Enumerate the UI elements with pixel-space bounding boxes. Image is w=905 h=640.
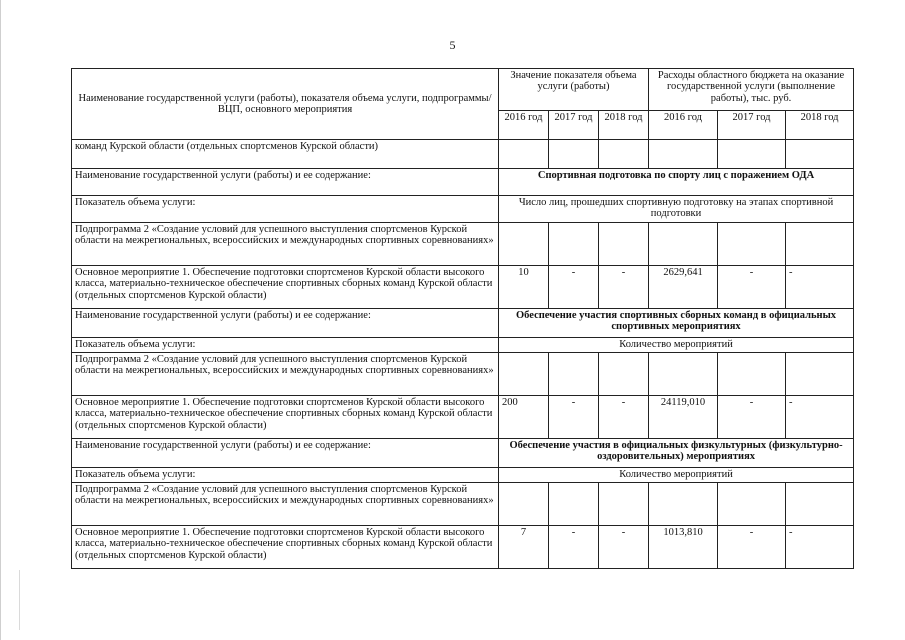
header-year: 2018 год <box>786 110 854 139</box>
header-row-top <box>72 69 854 111</box>
scan-edge <box>0 0 1 640</box>
service-label: Наименование государственной услуги (работы) и ее содержание: <box>72 169 499 196</box>
value-cell: - <box>549 266 599 309</box>
subprogram-row <box>72 223 854 266</box>
value-cell: - <box>549 396 599 439</box>
service-row <box>72 169 854 196</box>
measure-row <box>72 396 854 439</box>
continued-row <box>72 140 854 169</box>
subprogram-row <box>72 483 854 526</box>
service-name: Спортивная подготовка по спорту лиц с поражением ОДА <box>499 169 854 196</box>
indicator-name: Количество мероприятий <box>499 468 854 483</box>
value-cell: - <box>786 266 854 309</box>
value-cell: 1013,810 <box>649 526 718 569</box>
value-cell: 2629,641 <box>649 266 718 309</box>
value-cell: 200 <box>499 396 549 439</box>
subprogram-text: Подпрограмма 2 «Создание условий для успешного выступления спортсменов Курской области на межрегиональных, всероссийских и международных спортивных соревнованиях» <box>72 353 499 396</box>
indicator-label: Показатель объема услуги: <box>72 468 499 483</box>
value-cell: 7 <box>499 526 549 569</box>
indicator-row <box>72 468 854 483</box>
header-year: 2016 год <box>499 110 549 139</box>
measure-text: Основное мероприятие 1. Обеспечение подготовки спортсменов Курской области высокого класса, материально-техническое обеспечение спортивных сборных команд Курской области (отдельных спортсменов Курской области) <box>72 396 499 439</box>
header-expense-group: Расходы областного бюджета на оказание государственной услуги (выполнение работы), тыс. руб. <box>649 69 854 111</box>
report-table <box>71 68 854 569</box>
indicator-label: Показатель объема услуги: <box>72 196 499 223</box>
indicator-row <box>72 196 854 223</box>
subprogram-row <box>72 353 854 396</box>
measure-row <box>72 526 854 569</box>
continued-text: команд Курской области (отдельных спортсменов Курской области) <box>72 140 499 169</box>
indicator-name: Количество мероприятий <box>499 338 854 353</box>
page-number: 5 <box>449 38 456 52</box>
scan-artifact <box>19 570 20 630</box>
measure-row <box>72 266 854 309</box>
header-name-column: Наименование государственной услуги (работы), показателя объема услуги, подпрограммы/ВЦП, основного мероприятия <box>72 69 499 140</box>
measure-text: Основное мероприятие 1. Обеспечение подготовки спортсменов Курской области высокого класса, материально-техническое обеспечение спортивных сборных команд Курской области (отдельных спортсменов Курской области) <box>72 266 499 309</box>
measure-text: Основное мероприятие 1. Обеспечение подготовки спортсменов Курской области высокого класса, материально-техническое обеспечение спортивных сборных команд Курской области (отдельных спортсменов Курской области) <box>72 526 499 569</box>
subprogram-text: Подпрограмма 2 «Создание условий для успешного выступления спортсменов Курской области на межрегиональных, всероссийских и международных спортивных соревнованиях» <box>72 223 499 266</box>
service-label: Наименование государственной услуги (работы) и ее содержание: <box>72 439 499 468</box>
header-year: 2017 год <box>549 110 599 139</box>
service-row <box>72 309 854 338</box>
value-cell: - <box>786 396 854 439</box>
header-year: 2016 год <box>649 110 718 139</box>
header-year: 2018 год <box>599 110 649 139</box>
service-name: Обеспечение участия в официальных физкультурных (физкультурно-оздоровительных) мероприятиях <box>499 439 854 468</box>
service-label: Наименование государственной услуги (работы) и ее содержание: <box>72 309 499 338</box>
value-cell: - <box>599 526 649 569</box>
header-year: 2017 год <box>718 110 786 139</box>
service-name: Обеспечение участия спортивных сборных команд в официальных спортивных мероприятиях <box>499 309 854 338</box>
value-cell: 24119,010 <box>649 396 718 439</box>
value-cell: - <box>599 396 649 439</box>
value-cell: 10 <box>499 266 549 309</box>
indicator-row <box>72 338 854 353</box>
subprogram-text: Подпрограмма 2 «Создание условий для успешного выступления спортсменов Курской области на межрегиональных, всероссийских и международных спортивных соревнованиях» <box>72 483 499 526</box>
indicator-name: Число лиц, прошедших спортивную подготовку на этапах спортивной подготовки <box>499 196 854 223</box>
value-cell: - <box>718 396 786 439</box>
value-cell: - <box>599 266 649 309</box>
service-row <box>72 439 854 468</box>
value-cell: - <box>549 526 599 569</box>
value-cell: - <box>786 526 854 569</box>
value-cell: - <box>718 526 786 569</box>
indicator-label: Показатель объема услуги: <box>72 338 499 353</box>
header-indicator-group: Значение показателя объема услуги (работы) <box>499 69 649 111</box>
value-cell: - <box>718 266 786 309</box>
